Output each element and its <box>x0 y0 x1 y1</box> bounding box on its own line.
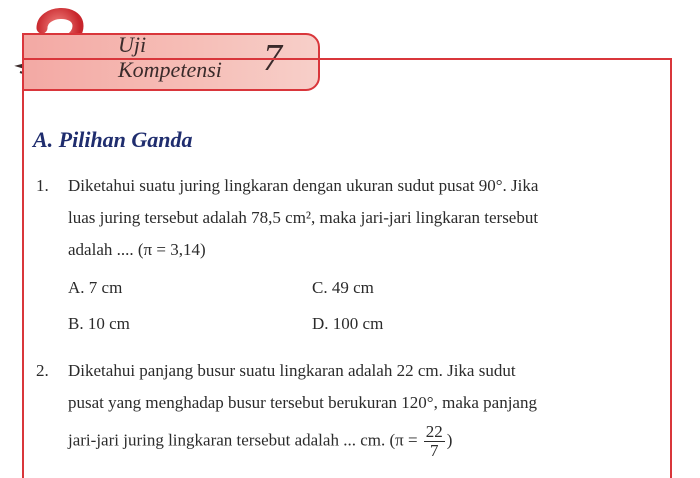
question-text-line: Diketahui suatu juring lingkaran dengan ukuran sudut pusat 90°. Jika <box>68 176 539 195</box>
fraction-numerator: 22 <box>425 422 443 441</box>
header-title-line2: Kompetensi <box>118 57 222 82</box>
option-b[interactable]: B. 10 cm <box>68 314 130 333</box>
header-title-line1: Uji <box>118 32 147 57</box>
fraction-denominator: 7 <box>430 441 439 460</box>
question-text-line: Diketahui panjang busur suatu lingkaran adalah 22 cm. Jika sudut <box>68 361 516 380</box>
option-d[interactable]: D. 100 cm <box>312 314 384 333</box>
chapter-number: 7 <box>263 37 282 79</box>
question-text-line: adalah .... (π = 3,14) <box>68 240 206 259</box>
section-title: A. Pilihan Ganda <box>33 127 193 152</box>
question-number: 2. <box>36 361 49 380</box>
question-number: 1. <box>36 176 49 195</box>
question-text-line-with-fraction <box>68 423 666 460</box>
question-text: jari-jari juring lingkaran tersebut adalah ... cm. (π = <box>68 430 418 450</box>
question-text-line: luas juring tersebut adalah 78,5 cm², maka jari-jari lingkaran tersebut <box>68 208 539 227</box>
pi-fraction <box>424 423 445 460</box>
option-c[interactable]: C. 49 cm <box>312 278 374 297</box>
option-a[interactable]: A. 7 cm <box>68 278 123 297</box>
closing-paren: ) <box>446 430 453 450</box>
question-text-line: pusat yang menghadap busur tersebut berukuran 120°, maka panjang <box>68 393 537 412</box>
